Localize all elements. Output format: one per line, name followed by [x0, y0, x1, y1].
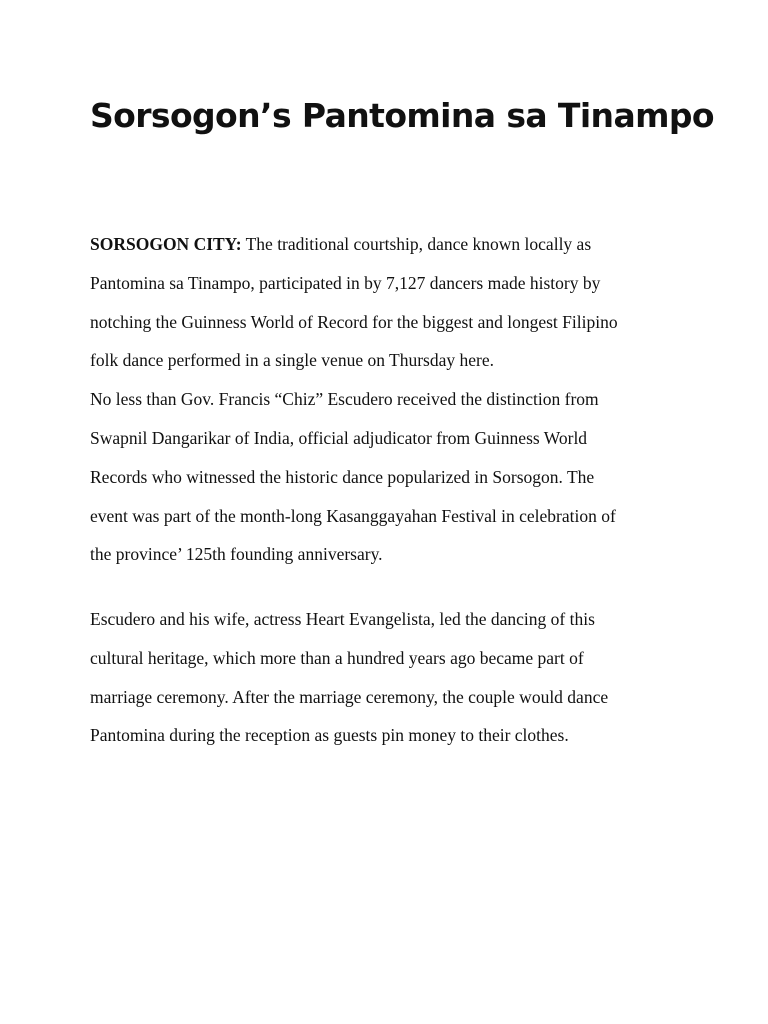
paragraph-line: notching the Guinness World of Record for the biggest and longest Filipino	[90, 311, 618, 332]
paragraph-line: Escudero and his wife, actress Heart Evangelista, led the dancing of this	[90, 609, 595, 629]
paragraph-line: Pantomina during the reception as guests pin money to their clothes.	[90, 725, 569, 746]
paragraph-line: marriage ceremony. After the marriage ceremony, the couple would dance	[90, 686, 609, 707]
paragraph-line: event was part of the month-long Kasanggayahan Festival in celebration of	[90, 505, 616, 526]
paragraph-line: Records who witnessed the historic dance popularized in Sorsogon. The	[90, 466, 595, 487]
article-paragraph	[90, 600, 690, 755]
article-body	[90, 225, 690, 574]
paragraph-line: cultural heritage, which more than a hundred years ago became part of	[90, 647, 584, 668]
paragraph-line: the province’ 125th founding anniversary.	[90, 544, 383, 565]
paragraph-line: Pantomina sa Tinampo, participated in by 7,127 dancers made history by	[90, 272, 601, 293]
paragraph-line: No less than Gov. Francis “Chiz” Escudero received the distinction from	[90, 389, 599, 410]
paragraph-line: folk dance performed in a single venue on Thursday here.	[90, 350, 494, 371]
paragraph-text: The traditional courtship, dance known locally as	[241, 234, 592, 254]
page-title: Sorsogon’s Pantomina sa Tinampo	[90, 96, 714, 135]
dateline: SORSOGON CITY:	[90, 234, 242, 254]
paragraph-line	[90, 225, 690, 264]
paragraph-line: Swapnil Dangarikar of India, official adjudicator from Guinness World	[90, 427, 588, 448]
